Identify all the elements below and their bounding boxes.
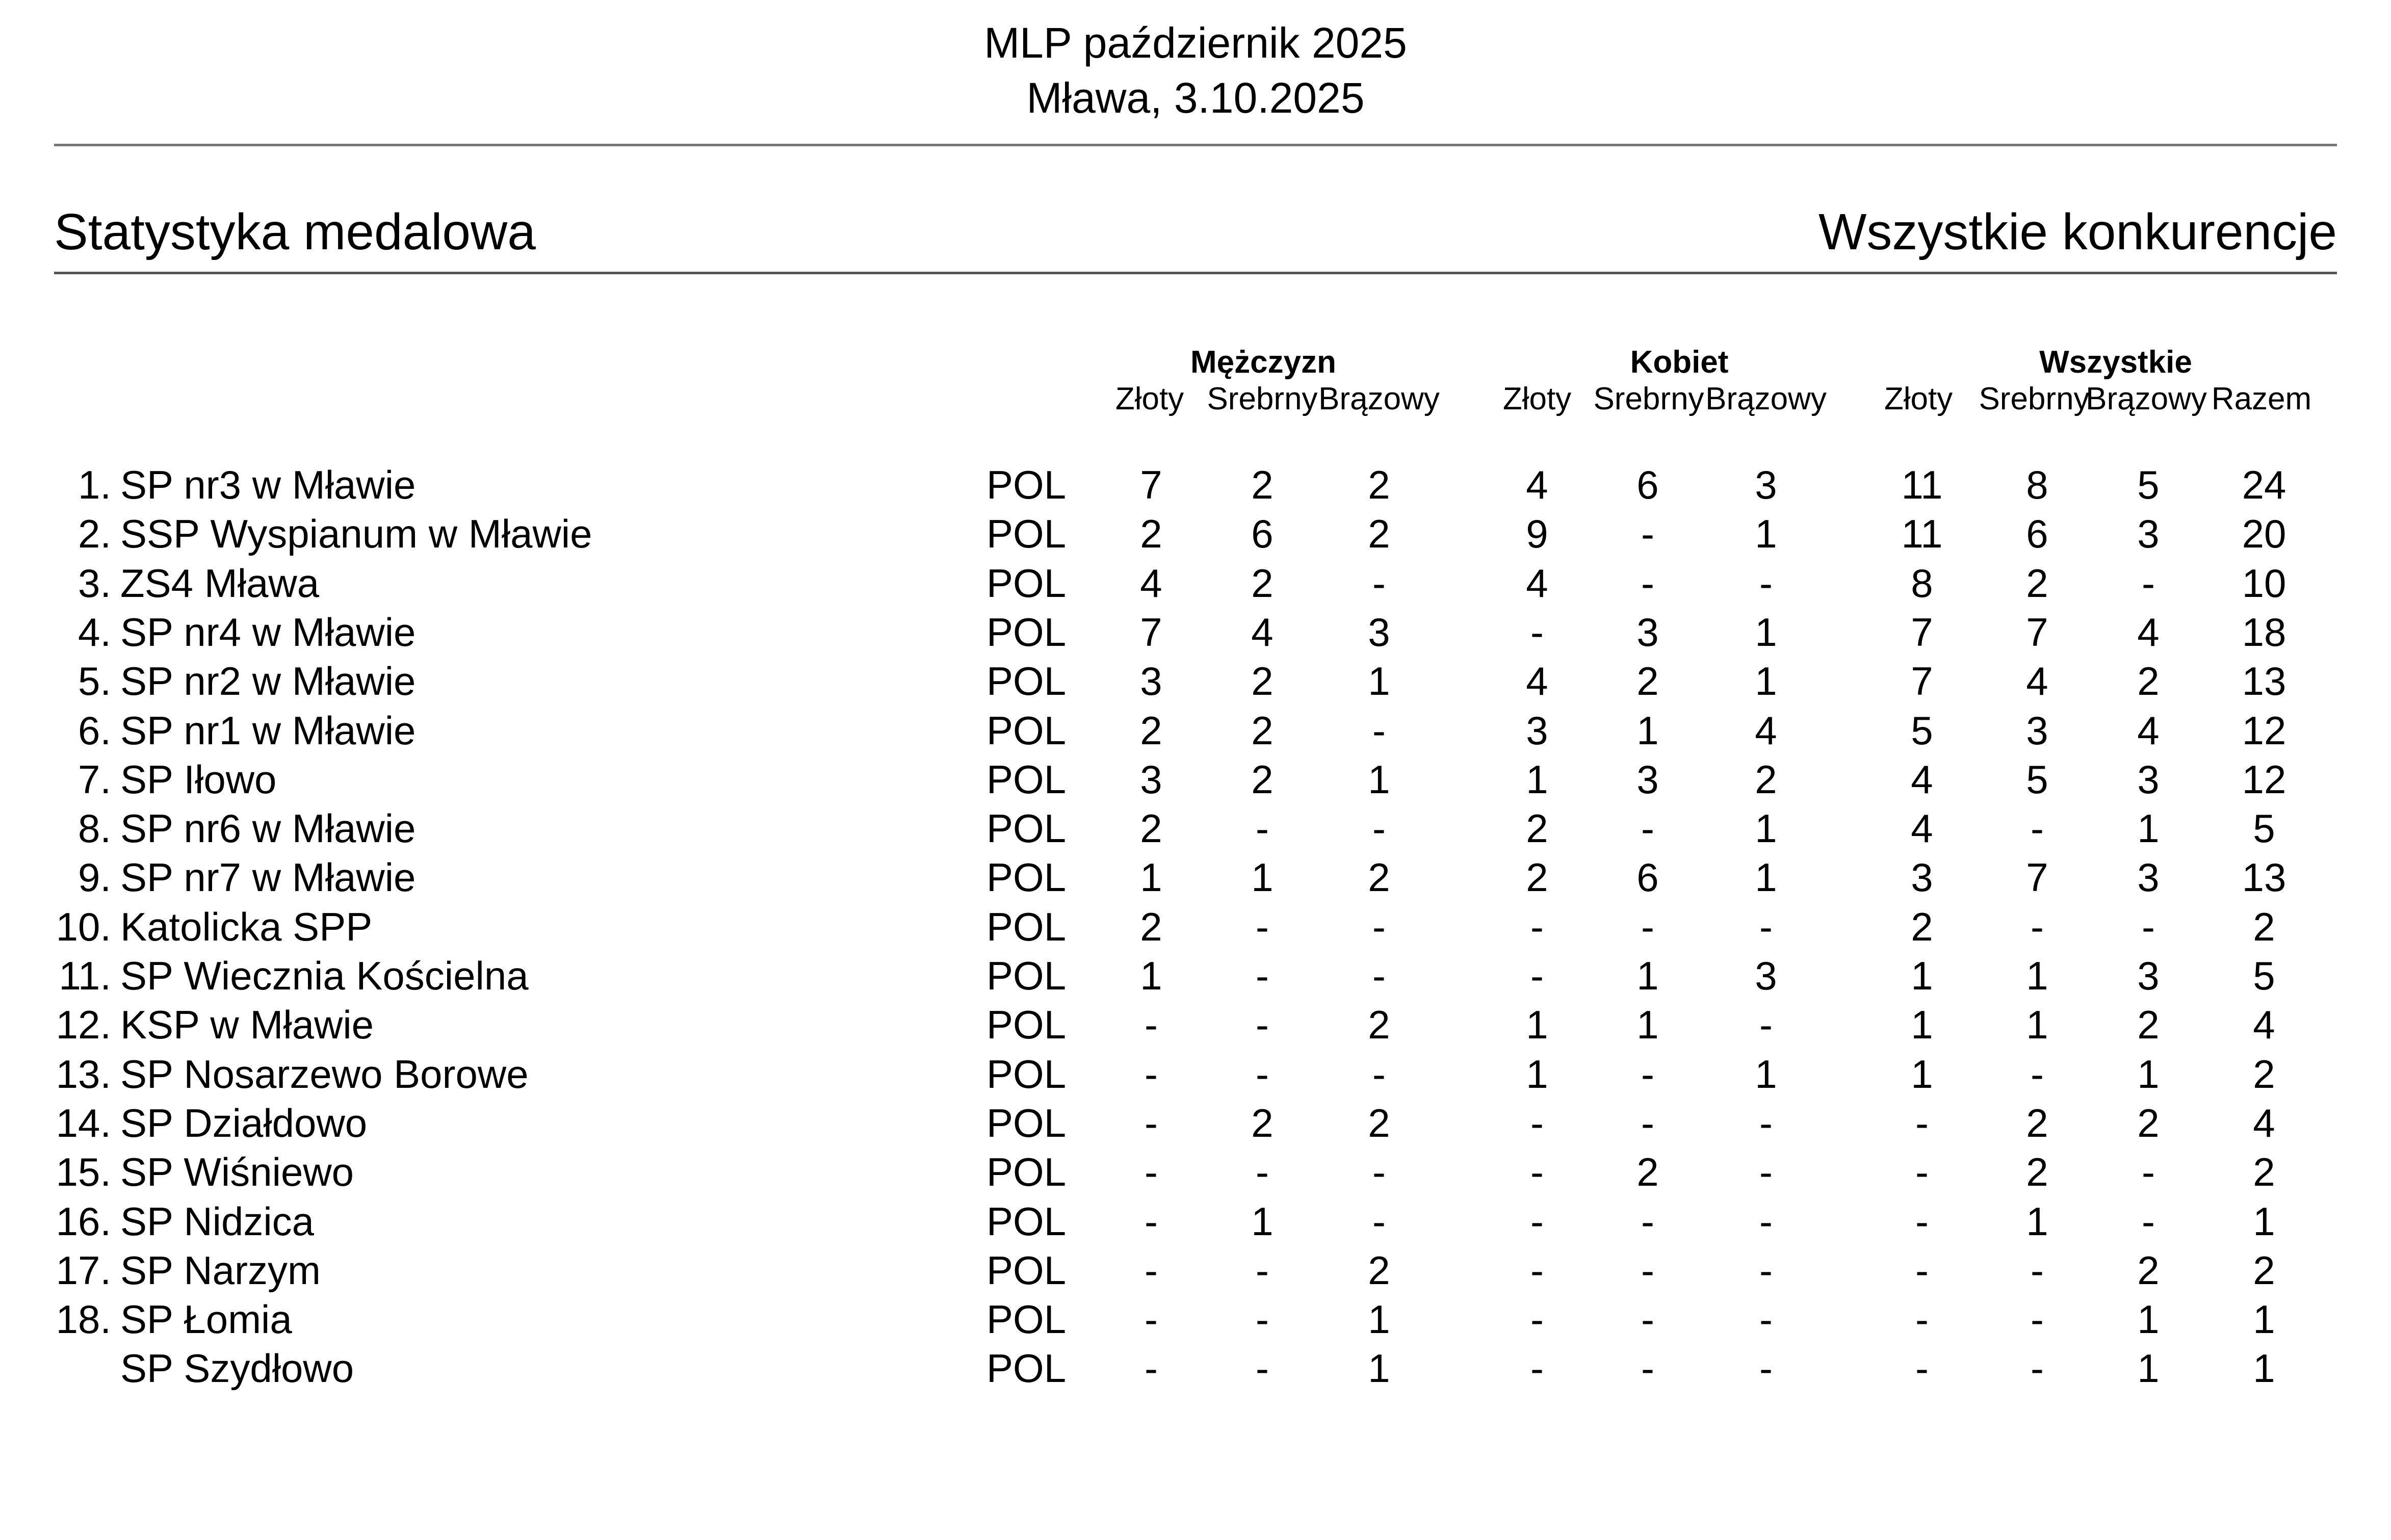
cell-women-gold: 4 — [1526, 462, 1548, 507]
cell-all-bronze: 4 — [2137, 708, 2160, 753]
table-row — [0, 511, 2391, 560]
row-nation: POL — [986, 1101, 1067, 1145]
cell-men-silver: - — [1256, 1248, 1269, 1293]
table-row — [0, 563, 2391, 609]
cell-all-bronze: 5 — [2137, 462, 2160, 507]
cell-men-silver: - — [1256, 806, 1269, 851]
cell-men-bronze: - — [1372, 953, 1386, 998]
header-divider — [54, 144, 2337, 146]
cell-women-gold: - — [1530, 953, 1544, 998]
cell-men-silver: 2 — [1251, 561, 1274, 606]
row-school-name: SP Nosarzewo Borowe — [120, 1052, 529, 1097]
cell-women-silver: - — [1641, 1101, 1654, 1145]
cell-women-gold: 1 — [1526, 1052, 1548, 1097]
section-title: Statystyka medalowa — [54, 203, 536, 260]
cell-all-bronze: 4 — [2137, 610, 2160, 655]
row-rank: 14. — [56, 1101, 111, 1145]
cell-all-silver: 7 — [2026, 855, 2048, 900]
cell-men-gold: 7 — [1140, 462, 1162, 507]
cell-women-gold: - — [1530, 1199, 1544, 1244]
row-school-name: SSP Wyspianum w Mławie — [120, 511, 592, 556]
table-row — [0, 808, 2391, 854]
subheader-women-bronze: Brązowy — [1705, 381, 1827, 416]
cell-men-bronze: 1 — [1368, 659, 1390, 703]
cell-all-gold: - — [1915, 1346, 1929, 1391]
cell-men-gold: 3 — [1140, 659, 1162, 703]
cell-women-bronze: - — [1759, 904, 1773, 949]
cell-women-silver: - — [1641, 511, 1654, 556]
row-nation: POL — [986, 1297, 1067, 1342]
cell-men-silver: 2 — [1251, 659, 1274, 703]
cell-men-gold: - — [1145, 1002, 1158, 1047]
cell-all-silver: 8 — [2026, 462, 2048, 507]
cell-women-bronze: 4 — [1755, 708, 1777, 753]
subheader-men-gold: Złoty — [1115, 381, 1184, 416]
cell-all-bronze: - — [2142, 561, 2155, 606]
cell-all-bronze: 3 — [2137, 855, 2160, 900]
cell-all-bronze: 2 — [2137, 1101, 2160, 1145]
cell-women-silver: - — [1641, 1052, 1654, 1097]
document-title: MLP październik 2025 — [984, 19, 1407, 67]
cell-men-silver: - — [1256, 1150, 1269, 1194]
table-row — [0, 904, 2391, 953]
row-nation: POL — [986, 904, 1067, 949]
row-nation: POL — [986, 953, 1067, 998]
row-nation: POL — [986, 1052, 1067, 1097]
cell-men-silver: 1 — [1251, 855, 1274, 900]
row-rank: 17. — [56, 1248, 111, 1293]
cell-all-gold: 4 — [1911, 757, 1933, 802]
cell-all-total: 1 — [2253, 1199, 2275, 1244]
cell-all-silver: 2 — [2026, 1101, 2048, 1145]
cell-all-bronze: - — [2142, 1199, 2155, 1244]
cell-men-gold: 4 — [1140, 561, 1162, 606]
cell-all-bronze: 2 — [2137, 1002, 2160, 1047]
row-nation: POL — [986, 1002, 1067, 1047]
cell-men-gold: 1 — [1140, 855, 1162, 900]
cell-men-gold: 2 — [1140, 511, 1162, 556]
table-row — [0, 1250, 2391, 1296]
table-row — [0, 612, 2391, 658]
table-row — [0, 462, 2391, 511]
cell-all-total: 12 — [2242, 708, 2286, 753]
subheader-all-bronze: Brązowy — [2086, 381, 2207, 416]
cell-women-bronze: 1 — [1755, 511, 1777, 556]
cell-men-gold: 2 — [1140, 708, 1162, 753]
cell-women-bronze: 2 — [1755, 757, 1777, 802]
cell-all-bronze: 1 — [2137, 1297, 2160, 1342]
row-school-name: SP nr2 w Mławie — [120, 659, 416, 703]
cell-women-silver: 6 — [1636, 462, 1659, 507]
cell-all-gold: 2 — [1911, 904, 1933, 949]
row-school-name: ZS4 Mława — [120, 561, 320, 606]
cell-men-silver: 1 — [1251, 1199, 1274, 1244]
cell-women-bronze: - — [1759, 1297, 1773, 1342]
cell-women-bronze: - — [1759, 1199, 1773, 1244]
table-row — [0, 757, 2391, 805]
cell-women-silver: - — [1641, 1248, 1654, 1293]
subheader-women-silver: Srebrny — [1593, 381, 1704, 416]
row-rank: 1. — [77, 462, 111, 507]
cell-all-bronze: 3 — [2137, 757, 2160, 802]
cell-women-bronze: - — [1759, 1150, 1773, 1194]
cell-men-gold: - — [1145, 1248, 1158, 1293]
cell-women-bronze: 1 — [1755, 855, 1777, 900]
cell-men-bronze: 2 — [1368, 855, 1390, 900]
document-subtitle: Mława, 3.10.2025 — [1026, 74, 1365, 122]
table-row — [0, 1152, 2391, 1198]
group-header-all: Wszystkie — [2039, 345, 2192, 380]
cell-all-silver: 5 — [2026, 757, 2048, 802]
cell-women-silver: - — [1641, 1346, 1654, 1391]
row-rank: 4. — [77, 610, 111, 655]
cell-women-silver: 1 — [1636, 1002, 1659, 1047]
cell-men-silver: 4 — [1251, 610, 1274, 655]
subheader-all-silver: Srebrny — [1979, 381, 2090, 416]
cell-men-gold: 1 — [1140, 953, 1162, 998]
cell-men-bronze: 1 — [1368, 1297, 1390, 1342]
cell-all-gold: - — [1915, 1297, 1929, 1342]
cell-men-bronze: 1 — [1368, 1346, 1390, 1391]
cell-women-silver: - — [1641, 1297, 1654, 1342]
cell-women-silver: - — [1641, 561, 1654, 606]
cell-all-total: 1 — [2253, 1346, 2275, 1391]
row-school-name: SP nr7 w Mławie — [120, 855, 416, 900]
cell-men-bronze: 2 — [1368, 1002, 1390, 1047]
cell-men-gold: 7 — [1140, 610, 1162, 655]
cell-all-total: 2 — [2253, 1052, 2275, 1097]
table-row — [0, 1002, 2391, 1051]
cell-women-gold: 1 — [1526, 757, 1548, 802]
row-rank: 18. — [56, 1297, 111, 1342]
cell-women-bronze: 1 — [1755, 1052, 1777, 1097]
row-school-name: SP Łomia — [120, 1297, 292, 1342]
cell-women-silver: - — [1641, 1199, 1654, 1244]
cell-men-silver: - — [1256, 1346, 1269, 1391]
cell-women-gold: - — [1530, 1101, 1544, 1145]
group-header-men: Mężczyzn — [1190, 345, 1336, 380]
cell-all-total: 5 — [2253, 806, 2275, 851]
subheader-all-gold: Złoty — [1884, 381, 1953, 416]
cell-men-gold: 2 — [1140, 806, 1162, 851]
row-rank: 15. — [56, 1150, 111, 1194]
subheader-all-total: Razem — [2211, 381, 2312, 416]
row-school-name: SP Narzym — [120, 1248, 321, 1293]
cell-all-gold: 5 — [1911, 708, 1933, 753]
cell-men-gold: - — [1145, 1101, 1158, 1145]
cell-all-silver: - — [2031, 904, 2044, 949]
cell-all-silver: 7 — [2026, 610, 2048, 655]
row-school-name: SP Działdowo — [120, 1101, 368, 1145]
cell-all-gold: - — [1915, 1101, 1929, 1145]
cell-all-bronze: 1 — [2137, 1346, 2160, 1391]
cell-all-total: 2 — [2253, 904, 2275, 949]
cell-all-total: 13 — [2242, 659, 2286, 703]
cell-all-gold: 11 — [1901, 462, 1943, 507]
cell-men-gold: 3 — [1140, 757, 1162, 802]
cell-all-silver: 2 — [2026, 1150, 2048, 1194]
row-school-name: SP nr3 w Mławie — [120, 462, 416, 507]
cell-men-silver: 2 — [1251, 757, 1274, 802]
row-nation: POL — [986, 757, 1067, 802]
cell-all-total: 10 — [2242, 561, 2286, 606]
cell-women-gold: - — [1530, 1150, 1544, 1194]
cell-all-total: 4 — [2253, 1101, 2275, 1145]
cell-women-bronze: 1 — [1755, 806, 1777, 851]
cell-all-bronze: - — [2142, 1150, 2155, 1194]
cell-all-total: 13 — [2242, 855, 2286, 900]
row-nation: POL — [986, 610, 1067, 655]
table-row — [0, 1103, 2391, 1149]
table-row — [0, 1348, 2391, 1394]
cell-men-bronze: - — [1372, 708, 1386, 753]
table-row — [0, 857, 2391, 903]
cell-men-silver: - — [1256, 1002, 1269, 1047]
cell-men-bronze: - — [1372, 806, 1386, 851]
row-rank: 11. — [59, 953, 111, 998]
table-row — [0, 1199, 2391, 1247]
row-rank: 12. — [56, 1002, 111, 1047]
row-nation: POL — [986, 806, 1067, 851]
table-row — [0, 1299, 2391, 1345]
cell-men-bronze: 2 — [1368, 462, 1390, 507]
table-row — [0, 953, 2391, 1002]
row-school-name: SP nr6 w Mławie — [120, 806, 416, 851]
cell-men-bronze: - — [1372, 1052, 1386, 1097]
cell-all-total: 12 — [2242, 757, 2286, 802]
cell-men-silver: - — [1256, 904, 1269, 949]
row-rank: 2. — [77, 511, 111, 556]
cell-all-bronze: 3 — [2137, 953, 2160, 998]
cell-all-total: 2 — [2253, 1248, 2275, 1293]
row-nation: POL — [986, 855, 1067, 900]
row-nation: POL — [986, 1199, 1067, 1244]
cell-women-gold: - — [1530, 610, 1544, 655]
row-school-name: SP Wiecznia Kościelna — [120, 953, 529, 998]
cell-men-gold: - — [1145, 1297, 1158, 1342]
cell-men-bronze: - — [1372, 1199, 1386, 1244]
row-school-name: SP Iłowo — [120, 757, 277, 802]
cell-women-bronze: - — [1759, 1248, 1773, 1293]
cell-women-bronze: 3 — [1755, 462, 1777, 507]
cell-all-bronze: 2 — [2137, 1248, 2160, 1293]
row-nation: POL — [986, 561, 1067, 606]
cell-all-silver: - — [2031, 806, 2044, 851]
cell-all-gold: - — [1915, 1248, 1929, 1293]
cell-women-bronze: 3 — [1755, 953, 1777, 998]
row-nation: POL — [986, 511, 1067, 556]
cell-all-gold: 8 — [1911, 561, 1933, 606]
row-school-name: SP nr1 w Mławie — [120, 708, 416, 753]
cell-all-total: 4 — [2253, 1002, 2275, 1047]
cell-all-silver: 2 — [2026, 561, 2048, 606]
row-rank: 7. — [77, 757, 111, 802]
cell-women-gold: 4 — [1526, 561, 1548, 606]
row-school-name: KSP w Mławie — [120, 1002, 374, 1047]
cell-women-silver: 2 — [1636, 659, 1659, 703]
cell-all-bronze: 3 — [2137, 511, 2160, 556]
row-school-name: Katolicka SPP — [120, 904, 373, 949]
cell-all-bronze: 2 — [2137, 659, 2160, 703]
cell-men-bronze: 2 — [1368, 511, 1390, 556]
row-rank: 9. — [77, 855, 111, 900]
cell-women-bronze: - — [1759, 1101, 1773, 1145]
cell-men-bronze: - — [1372, 561, 1386, 606]
row-nation: POL — [986, 1248, 1067, 1293]
cell-all-gold: - — [1915, 1150, 1929, 1194]
cell-women-silver: 1 — [1636, 953, 1659, 998]
subheader-men-bronze: Brązowy — [1318, 381, 1440, 416]
row-school-name: SP Szydłowo — [120, 1346, 354, 1391]
cell-men-gold: - — [1145, 1346, 1158, 1391]
cell-all-bronze: - — [2142, 904, 2155, 949]
cell-all-gold: 7 — [1911, 659, 1933, 703]
cell-all-silver: - — [2031, 1297, 2044, 1342]
row-rank: 5. — [77, 659, 111, 703]
cell-all-silver: 1 — [2026, 1199, 2048, 1244]
cell-all-total: 1 — [2253, 1297, 2275, 1342]
cell-women-silver: 1 — [1636, 708, 1659, 753]
cell-men-silver: 2 — [1251, 708, 1274, 753]
cell-all-silver: 1 — [2026, 953, 2048, 998]
cell-women-gold: 2 — [1526, 806, 1548, 851]
cell-all-gold: - — [1915, 1199, 1929, 1244]
cell-all-gold: 1 — [1911, 953, 1933, 998]
row-school-name: SP Wiśniewo — [120, 1150, 354, 1194]
cell-women-gold: - — [1530, 904, 1544, 949]
cell-men-bronze: 1 — [1368, 757, 1390, 802]
row-rank: 13. — [56, 1052, 111, 1097]
row-nation: POL — [986, 462, 1067, 507]
row-rank: 3. — [77, 561, 111, 606]
cell-women-gold: - — [1530, 1346, 1544, 1391]
row-school-name: SP nr4 w Mławie — [120, 610, 416, 655]
cell-all-silver: 6 — [2026, 511, 2048, 556]
cell-men-gold: 2 — [1140, 904, 1162, 949]
cell-women-silver: 6 — [1636, 855, 1659, 900]
cell-women-bronze: - — [1759, 1002, 1773, 1047]
cell-women-gold: 9 — [1526, 511, 1548, 556]
cell-all-gold: 4 — [1911, 806, 1933, 851]
cell-men-bronze: 2 — [1368, 1248, 1390, 1293]
section-scope: Wszystkie konkurencje — [1818, 203, 2337, 260]
row-nation: POL — [986, 1150, 1067, 1194]
cell-all-total: 20 — [2242, 511, 2286, 556]
row-rank: 16. — [56, 1199, 111, 1244]
row-nation: POL — [986, 708, 1067, 753]
cell-women-silver: - — [1641, 904, 1654, 949]
cell-all-silver: - — [2031, 1346, 2044, 1391]
cell-all-gold: 1 — [1911, 1052, 1933, 1097]
cell-all-silver: 1 — [2026, 1002, 2048, 1047]
row-rank: 6. — [77, 708, 111, 753]
cell-all-gold: 3 — [1911, 855, 1933, 900]
cell-all-total: 5 — [2253, 953, 2275, 998]
row-school-name: SP Nidzica — [120, 1199, 315, 1244]
cell-all-silver: - — [2031, 1248, 2044, 1293]
cell-men-silver: - — [1256, 953, 1269, 998]
cell-men-bronze: 3 — [1368, 610, 1390, 655]
cell-all-total: 18 — [2242, 610, 2286, 655]
cell-women-bronze: - — [1759, 561, 1773, 606]
cell-all-silver: 3 — [2026, 708, 2048, 753]
cell-women-gold: 1 — [1526, 1002, 1548, 1047]
cell-men-bronze: - — [1372, 904, 1386, 949]
section-divider — [54, 272, 2337, 274]
table-row — [0, 661, 2391, 707]
cell-women-bronze: 1 — [1755, 659, 1777, 703]
cell-women-gold: 2 — [1526, 855, 1548, 900]
table-row — [0, 1054, 2391, 1100]
cell-all-silver: - — [2031, 1052, 2044, 1097]
cell-men-silver: 6 — [1251, 511, 1274, 556]
cell-all-total: 2 — [2253, 1150, 2275, 1194]
cell-men-gold: - — [1145, 1150, 1158, 1194]
subheader-women-gold: Złoty — [1502, 381, 1572, 416]
cell-women-silver: 2 — [1636, 1150, 1659, 1194]
group-header-women: Kobiet — [1630, 345, 1729, 380]
cell-all-total: 24 — [2242, 462, 2286, 507]
row-nation: POL — [986, 659, 1067, 703]
cell-all-silver: 4 — [2026, 659, 2048, 703]
cell-women-bronze: - — [1759, 1346, 1773, 1391]
row-rank: 8. — [77, 806, 111, 851]
cell-women-gold: 3 — [1526, 708, 1548, 753]
cell-women-gold: - — [1530, 1297, 1544, 1342]
cell-men-bronze: - — [1372, 1150, 1386, 1194]
cell-all-bronze: 1 — [2137, 1052, 2160, 1097]
cell-all-gold: 11 — [1901, 511, 1943, 556]
cell-women-gold: 4 — [1526, 659, 1548, 703]
cell-men-gold: - — [1145, 1199, 1158, 1244]
cell-all-gold: 1 — [1911, 1002, 1933, 1047]
cell-women-silver: 3 — [1636, 757, 1659, 802]
cell-men-silver: - — [1256, 1297, 1269, 1342]
subheader-men-silver: Srebrny — [1207, 381, 1318, 416]
cell-men-silver: 2 — [1251, 462, 1274, 507]
cell-men-gold: - — [1145, 1052, 1158, 1097]
cell-women-gold: - — [1530, 1248, 1544, 1293]
cell-men-silver: 2 — [1251, 1101, 1274, 1145]
cell-all-gold: 7 — [1911, 610, 1933, 655]
row-rank: 10. — [56, 904, 111, 949]
cell-men-silver: - — [1256, 1052, 1269, 1097]
cell-women-bronze: 1 — [1755, 610, 1777, 655]
cell-women-silver: - — [1641, 806, 1654, 851]
cell-men-bronze: 2 — [1368, 1101, 1390, 1145]
row-nation: POL — [986, 1346, 1067, 1391]
cell-women-silver: 3 — [1636, 610, 1659, 655]
table-row — [0, 708, 2391, 756]
cell-all-bronze: 1 — [2137, 806, 2160, 851]
